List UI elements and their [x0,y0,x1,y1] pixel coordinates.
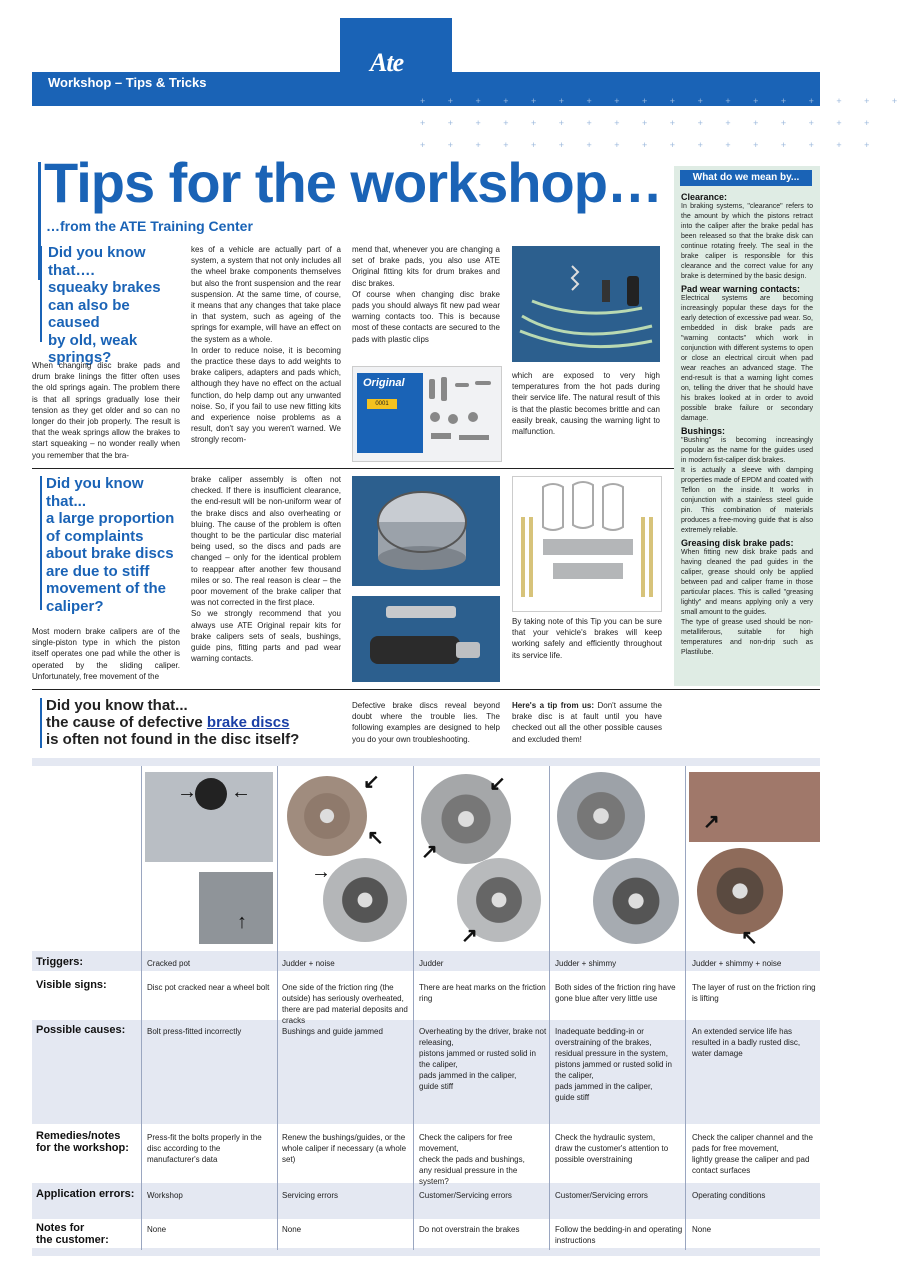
wheel-bolt-hole [195,778,227,810]
glossary-title: What do we mean by... [680,170,812,186]
s1-column-1: When changing disc brake pads and drum brake linings the fitter often uses the old springs again. The problem there is that all springs gradually lose their tension as they get older and so can no longer do their job properly. The result is that the weak springs allow the brakes to start squeaking – no wonder really when you remember that the bra- [32,361,180,460]
row-label-possible-causes: Possible causes: [36,1024,126,1036]
section-label: Workshop – Tips & Tricks [48,75,207,90]
col-divider [413,766,414,1250]
cell-notes: None [147,1225,167,1234]
col-divider [277,766,278,1250]
arrow-right-icon: → [177,781,197,803]
arrow-diagonal-icon: ↗ [703,811,720,833]
glossary-item [681,538,813,658]
glossary-item [681,284,813,424]
cell-trigger: Judder + noise [282,959,335,968]
arrow-diagonal-icon: ↗ [461,925,478,947]
arrow-diagonal-icon: ↖ [741,927,758,949]
piston-graphic [352,476,500,586]
q2-heading: Did you know that... a large proportion of complaints about brake discs are due to stiff movement of the caliper? [46,475,175,615]
cell-trigger: Judder [419,959,444,968]
s2-column-2: brake caliper assembly is often not checked. If there is insufficient clearance, the end-result will be non-uniform wear of the brake discs and also overheating or bluing. The cause of the problem is often thought to be the particular disc material being used, so the discs and pads are changed – only for the identical problem to reappear after another few thousand miles or so. The real reason is clear – the poor movement of the brake caliper that was not corrected in the first place. So we strongly recommend that you always use ATE Original repair kits for brake calipers sets of seals, bushings, guide pins, fitting parts and pad wear warning contacts. [191,475,341,664]
cell-remedies: Press-fit the bolts properly in the disc according to the manufacturer's data [147,1133,262,1164]
q3-heading-line-1: Did you know that... [46,697,188,714]
cell-notes: Follow the bedding-in and operating instructions [555,1225,683,1245]
brake-discs-link[interactable]: brake discs [206,714,290,731]
disc-photo-judder [417,772,545,947]
glossary-term: Bushings: [681,426,725,436]
glossary-item [681,426,813,536]
arrow-left-icon: ← [231,781,251,803]
disc-crack-closeup [199,872,273,944]
pad-clips-graphic [513,477,661,611]
cell-remedies: Check the caliper channel and the pads for free movement, lightly grease the caliper and pad contact surfaces [692,1133,813,1175]
cell-remedies: Renew the bushings/guides, or the whole caliper if necessary (a whole set) [282,1133,407,1164]
q3-heading-line-2 [46,714,299,731]
q3-heading [46,697,299,748]
overheated-disc [287,776,367,856]
q1-accent-bar [40,246,42,342]
arrow-right-icon: → [311,861,331,883]
cell-signs: Disc pot cracked near a wheel bolt [147,983,270,992]
cell-signs: The layer of rust on the friction ring is lifting [692,983,816,1003]
blued-disc-2 [593,858,679,944]
arrow-diagonal-icon: ↙ [363,771,380,793]
caliper-piston-photo [352,476,500,586]
col-divider [549,766,550,1250]
arrow-diagonal-icon: ↗ [421,841,438,863]
row-label-notes-customer: Notes for the customer: [36,1222,109,1246]
q3-heading-line-3: is often not found in the disc itself? [46,731,300,748]
s1-column-4: which are exposed to very high temperatures from the hot pads during their service life. The natural result of this is that the plastic becomes brittle and can easily break, causing the warning light to malfunction. [512,371,660,437]
cell-remedies: Check the hydraulic system, draw the customer's attention to possible overstraining [555,1133,669,1164]
kit-code: 0001 [367,399,397,409]
row-label-application-errors: Application errors: [36,1188,135,1200]
cell-signs: One side of the friction ring (the outside) has seriously overheated, there are pad material deposits and cracks [282,983,408,1025]
glossary-text: When fitting new disk brake pads and having cleaned the pad guides in the caliper, grease should only be applied between pad and caliper frame in those particular places. This is called "greasing lightly" and means applying only a very small amount to the guides. The type of grease used should be non-metalliferous, suitable for high temperatures and non-drip such as Plastilube. [681,549,813,656]
glossary-text: "Bushing" is becoming increasingly popular as the name for the guides used in modern fist-caliper disk brakes. It is actually a sleeve with damping properties made of EPDM and coated with Teflon on the inside. It works in conjunction with a stainless steel guide pin. This combination of materials produces a free-moving guide that is also extremely reliable. [681,437,813,534]
cell-causes: An extended service life has resulted in a badly rusted disc, water damage [692,1027,801,1058]
errors-row-bg [32,1183,820,1219]
cell-causes: Bolt press-fitted incorrectly [147,1027,242,1036]
tip-text: Don't assume the brake disc is at fault until you have checked out all the other possible causes and excluded them! [512,701,663,744]
arrow-diagonal-icon: ↖ [367,827,384,849]
arrow-up-icon: ↑ [237,911,247,933]
glossary-term: Pad wear warning contacts: [681,284,801,294]
q3-heading-line-2-text: the cause of defective [46,714,207,731]
arrow-diagonal-icon: ↙ [489,773,506,795]
cell-errors: Operating conditions [692,1191,766,1200]
kit-parts-graphic [425,373,497,455]
row-label-visible-signs: Visible signs: [36,979,107,991]
glossary-item [681,192,813,282]
cell-remedies: Check the calipers for free movement, check the pads and bushings, any residual pressure in the system? [419,1133,525,1186]
cell-causes: Overheating by the driver, brake not releasing, pistons jammed or rusted solid in the caliper, pads jammed in the caliper, guide stiff [419,1027,547,1091]
col-divider [141,766,142,1250]
disc-photo-cracked-pot [145,772,273,944]
s1-column-3: mend that, whenever you are changing a set of brake pads, you also use ATE Original fitting kits for drum brakes and disc brakes. Of course when changing disc brake pads you should always fit new pad wear warning contacts too. This is because most of these contacts are secured to the pads with plastic clips [352,245,500,344]
cell-signs: Both sides of the friction ring have gone blue after very little use [555,983,676,1003]
row-label-remedies: Remedies/notes for the workshop: [36,1130,129,1154]
guide-pin-graphic [352,596,500,682]
disc-deposits [323,858,407,942]
kit-label: Original [363,377,405,389]
col-divider [685,766,686,1250]
logo-text: Ate [370,48,404,77]
q1-heading: Did you know that…. squeaky brakes can also be caused by old, weak springs? [48,244,161,366]
s1-column-2: kes of a vehicle are actually part of a system, a system that not only includes all the wheel brake components themselves but also the front suspension and the rear suspension. At the same time, of course, it means that any changes that take place in that system, such as ageing of the springs for example, will have an effect on the system as a whole. In order to reduce noise, it is becoming the practice these days to add weights to brake calipers, adapters and pads which, although they have no effect on the actual function, do help damp out any unwanted noise. So, if you fail to use new fitting kits and experience noise problems as a result, don't say you weren't warned. We strongly recom- [191,245,341,445]
rusted-disc [697,848,783,934]
cell-errors: Workshop [147,1191,183,1200]
glossary-list [681,192,813,658]
disc-photo-judder-noise [281,772,409,944]
glossary-term: Greasing disk brake pads: [681,538,794,548]
cell-signs: There are heat marks on the friction ring [419,983,546,1003]
kit-box [357,373,423,453]
cell-notes: Do not overstrain the brakes [419,1225,520,1234]
blued-disc [557,772,645,860]
s2-column-1: Most modern brake calipers are of the single-piston type in which the piston itself operates one pad while the other is operated by the sliding caliper. Unfortunately, free movement of the [32,627,180,681]
cell-notes: None [692,1225,712,1234]
page-title: Tips for the workshop… [44,151,662,214]
table-bottom-strip [32,1248,820,1256]
q3-accent-bar [40,698,42,748]
cell-errors: Customer/Servicing errors [419,1191,512,1200]
warning-contacts-graphic [512,246,660,362]
cell-causes: Bushings and guide jammed [282,1027,383,1036]
s2-caption: By taking note of this Tip you can be sure that your vehicle's brakes will keep working safely and efficiently throughout its service life. [512,617,662,660]
cell-errors: Customer/Servicing errors [555,1191,648,1200]
cell-causes: Inadequate bedding-in or overstraining of the brakes, residual pressure in the system, pistons jammed or rusted solid in the caliper, pads jammed in the caliper, guide stiff [555,1027,672,1102]
row-label-triggers: Triggers: [36,956,84,968]
section-divider-2 [32,689,820,690]
cell-errors: Servicing errors [282,1191,339,1200]
decorative-plus-grid: + + + + + + + + + + + + + + + + + + + + + + + + + + + + + + + + + + + + + + + + + + + + + + + + + + + + [420,96,907,150]
glossary-text: In braking systems, "clearance" refers to the amount by which the pistons retract into the caliper after the brake pedal has been released so that the brake disk can continue rotating freely. The seal in the brake caliper is responsible for this clearance and the correct value for any brake is determined by the basic design. [681,203,813,280]
s3-tip [512,700,662,745]
q2-accent-bar [40,476,42,610]
glossary-text: Electrical systems are becoming increasingly popular these days for the early detection of excessive pad wear. So, embedded in disk brake pads are "warning contacts" which work in conjunction with different systems to open or close an electrical circuit when pad wear reaches an advanced stage. The end-result is that a warning light comes on, telling the driver that he should have his brakes looked at in order to avoid possible brake failure or secondary damage. [681,295,813,422]
glossary-term: Clearance: [681,192,728,202]
s3-intro: Defective brake discs reveal beyond doubt where the trouble lies. The following examples are designed to help you do your own troubleshooting. [352,701,500,744]
disc-photo-judder-shimmy [553,772,681,944]
brake-pad-clips-photo [512,476,662,612]
fitting-kit-photo [352,366,502,462]
table-top-strip [32,758,820,766]
cell-notes: None [282,1225,302,1234]
page-subtitle: …from the ATE Training Center [46,218,253,234]
cell-trigger: Judder + shimmy + noise [692,959,782,968]
cell-trigger: Cracked pot [147,959,191,968]
disc-photo-rusted [689,772,820,949]
tip-label: Here's a tip from us: [512,701,595,710]
warning-contacts-photo [512,246,660,362]
cell-trigger: Judder + shimmy [555,959,617,968]
guide-pin-photo [352,596,500,682]
